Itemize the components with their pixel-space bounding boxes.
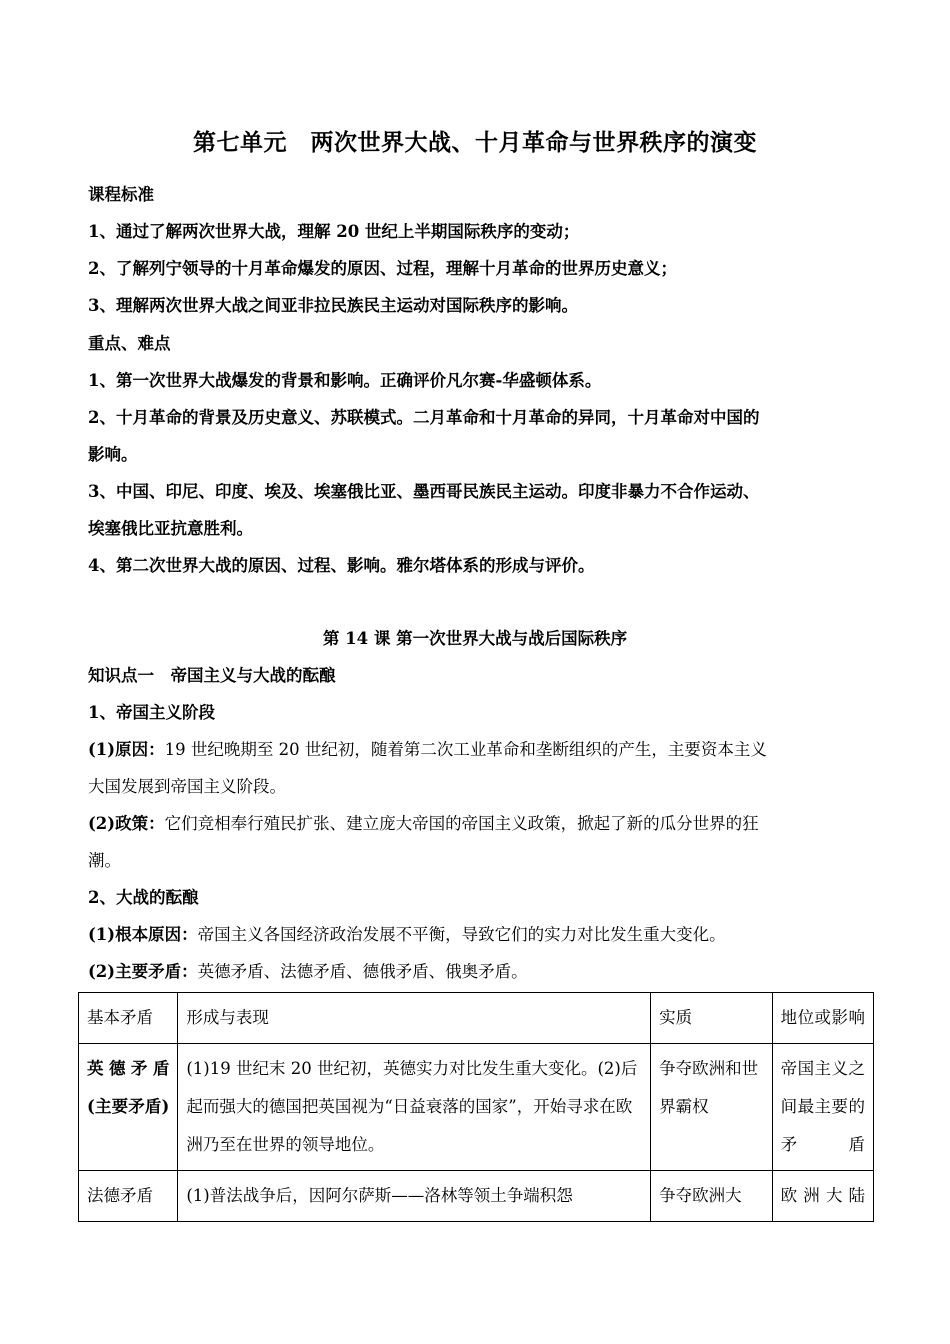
key-point-line: 影响。 [88, 445, 138, 464]
key-points-heading: 重点、难点 [88, 334, 171, 353]
header-cell: 基本矛盾 [79, 993, 178, 1044]
policy-label: (2)政策： [88, 814, 165, 833]
knowledge-point-heading: 知识点一 帝国主义与大战的酝酿 [88, 666, 336, 685]
conflict-formation: (1)19 世纪末 20 世纪初，英德实力对比发生重大变化。(2)后起而强大的德国把英国视为“日益衰落的国家”，开始寻求在欧洲乃至在世界的领导地位。 [178, 1044, 651, 1171]
key-point-line: 埃塞俄比亚抗意胜利。 [88, 519, 253, 538]
root-cause-line [88, 925, 878, 945]
main-conflict-text: 英德矛盾、法德矛盾、德俄矛盾、俄奥矛盾。 [197, 962, 528, 981]
key-point-line: 2、十月革命的背景及历史意义、苏联模式。二月革命和十月革命的异同，十月革命对中国的 [88, 408, 760, 427]
standards-heading: 课程标准 [88, 185, 154, 204]
reason-text: 19 世纪晚期至 20 世纪初，随着第二次工业革命和垄断组织的产生，主要资本主义 [164, 740, 767, 759]
policy-text: 它们竞相奉行殖民扩张、建立庞大帝国的帝国主义政策，掀起了新的瓜分世界的狂 [164, 814, 759, 833]
header-cell: 实质 [651, 993, 772, 1044]
section-heading: 1、帝国主义阶段 [88, 703, 215, 722]
lesson-title: 第 14 课 第一次世界大战与战后国际秩序 [322, 629, 628, 648]
reason-label: (1)原因： [88, 740, 165, 759]
policy-line [88, 814, 878, 834]
conflict-essence: 争夺欧洲和世界霸权 [651, 1044, 772, 1171]
conflict-impact: 欧洲大陆 [772, 1171, 873, 1222]
main-conflict-line [88, 962, 878, 982]
conflict-impact: 帝国主义之间最主要的矛盾 [772, 1044, 873, 1171]
conflict-table [78, 992, 874, 1222]
standard-item: 2、了解列宁领导的十月革命爆发的原因、过程，理解十月革命的世界历史意义； [88, 259, 677, 278]
table-header-row [79, 993, 874, 1044]
conflict-name: 法德矛盾 [79, 1171, 178, 1222]
reason-line [88, 740, 878, 760]
conflict-formation: (1)普法战争后，因阿尔萨斯——洛林等领土争端积怨 [178, 1171, 651, 1222]
policy-line-2: 潮。 [88, 851, 121, 870]
main-conflict-label: (2)主要矛盾： [88, 962, 198, 981]
header-cell: 形成与表现 [178, 993, 651, 1044]
header-cell: 地位或影响 [772, 993, 873, 1044]
root-cause-label: (1)根本原因： [88, 925, 198, 944]
conflict-essence: 争夺欧洲大 [651, 1171, 772, 1222]
table-row [79, 1044, 874, 1171]
key-point-line: 4、第二次世界大战的原因、过程、影响。雅尔塔体系的形成与评价。 [88, 556, 595, 575]
reason-line-2: 大国发展到帝国主义阶段。 [88, 777, 286, 796]
standard-item: 1、通过了解两次世界大战，理解 20 世纪上半期国际秩序的变动； [88, 222, 580, 241]
key-point-line: 1、第一次世界大战爆发的背景和影响。正确评价凡尔赛-华盛顿体系。 [88, 371, 602, 390]
table-row [79, 1171, 874, 1222]
unit-title: 第七单元 两次世界大战、十月革命与世界秩序的演变 [193, 129, 757, 156]
section-heading: 2、大战的酝酿 [88, 888, 199, 907]
key-point-line: 3、中国、印尼、印度、埃及、埃塞俄比亚、墨西哥民族民主运动。印度非暴力不合作运动、 [88, 482, 760, 501]
standard-item: 3、理解两次世界大战之间亚非拉民族民主运动对国际秩序的影响。 [88, 296, 578, 315]
root-cause-text: 帝国主义各国经济政治发展不平衡，导致它们的实力对比发生重大变化。 [197, 925, 726, 944]
conflict-name: 英德矛盾(主要矛盾) [79, 1044, 178, 1171]
